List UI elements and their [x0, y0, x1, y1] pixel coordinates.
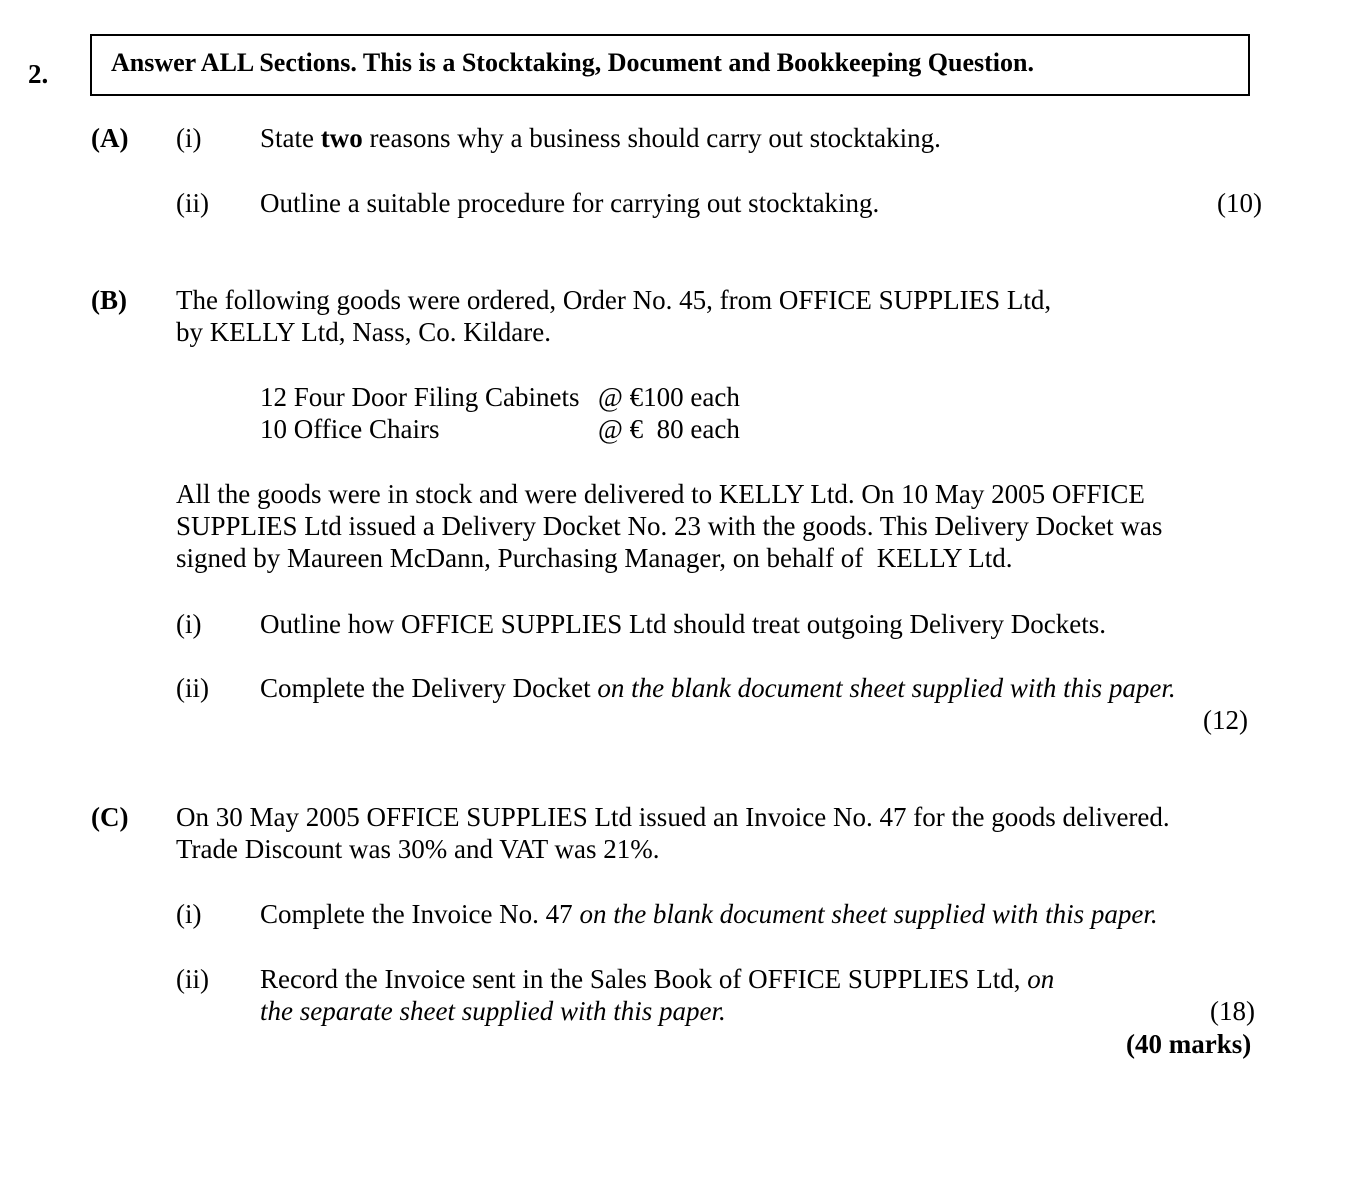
section-b-para-line-3: signed by Maureen McDann, Purchasing Manager, on behalf of KELLY Ltd.	[176, 543, 1013, 573]
section-c-label: (C)	[91, 802, 129, 832]
section-b-para-line-2: SUPPLIES Ltd issued a Delivery Docket No. 23 with the goods. This Delivery Docket was	[176, 511, 1163, 541]
question-header-text: Answer ALL Sections. This is a Stocktaking, Document and Bookkeeping Question.	[111, 48, 1034, 77]
section-b-intro-line-2: by KELLY Ltd, Nass, Co. Kildare.	[176, 317, 551, 347]
section-a-ii-text: Outline a suitable procedure for carrying out stocktaking.	[260, 188, 880, 218]
section-c-ii-number: (ii)	[176, 964, 209, 994]
section-a-i-number: (i)	[176, 123, 202, 153]
goods-item: 12 Four Door Filing Cabinets	[260, 382, 580, 412]
section-c-ii-text-line-2: the separate sheet supplied with this paper.	[260, 996, 726, 1026]
section-b-label: (B)	[91, 285, 127, 315]
section-c-intro-line-1: On 30 May 2005 OFFICE SUPPLIES Ltd issued an Invoice No. 47 for the goods delivered.	[176, 802, 1170, 832]
total-marks: (40 marks)	[1126, 1029, 1252, 1059]
section-c-marks: (18)	[1210, 996, 1255, 1026]
section-b-marks: (12)	[1203, 705, 1248, 735]
section-a-i-text: State two reasons why a business should carry out stocktaking.	[260, 123, 941, 153]
question-number: 2.	[28, 59, 49, 89]
section-c-ii-text-line-1: Record the Invoice sent in the Sales Book of OFFICE SUPPLIES Ltd, on	[260, 964, 1055, 994]
section-c-i-text: Complete the Invoice No. 47 on the blank document sheet supplied with this paper.	[260, 899, 1158, 929]
section-a-ii-number: (ii)	[176, 188, 209, 218]
section-b-ii-number: (ii)	[176, 673, 209, 703]
section-c-i-number: (i)	[176, 899, 202, 929]
section-a-label: (A)	[91, 123, 129, 153]
question-header-box	[90, 34, 1250, 96]
section-b-i-text: Outline how OFFICE SUPPLIES Ltd should treat outgoing Delivery Dockets.	[260, 609, 1106, 639]
section-a-marks: (10)	[1217, 188, 1262, 218]
goods-price: @ € 80 each	[598, 414, 740, 444]
section-b-para-line-1: All the goods were in stock and were delivered to KELLY Ltd. On 10 May 2005 OFFICE	[176, 479, 1145, 509]
section-b-intro-line-1: The following goods were ordered, Order No. 45, from OFFICE SUPPLIES Ltd,	[176, 285, 1052, 315]
section-c-intro-line-2: Trade Discount was 30% and VAT was 21%.	[176, 834, 660, 864]
section-b-i-number: (i)	[176, 609, 202, 639]
goods-item: 10 Office Chairs	[260, 414, 440, 444]
section-b-ii-text: Complete the Delivery Docket on the blank document sheet supplied with this paper.	[260, 673, 1176, 703]
goods-price: @ €100 each	[598, 382, 740, 412]
